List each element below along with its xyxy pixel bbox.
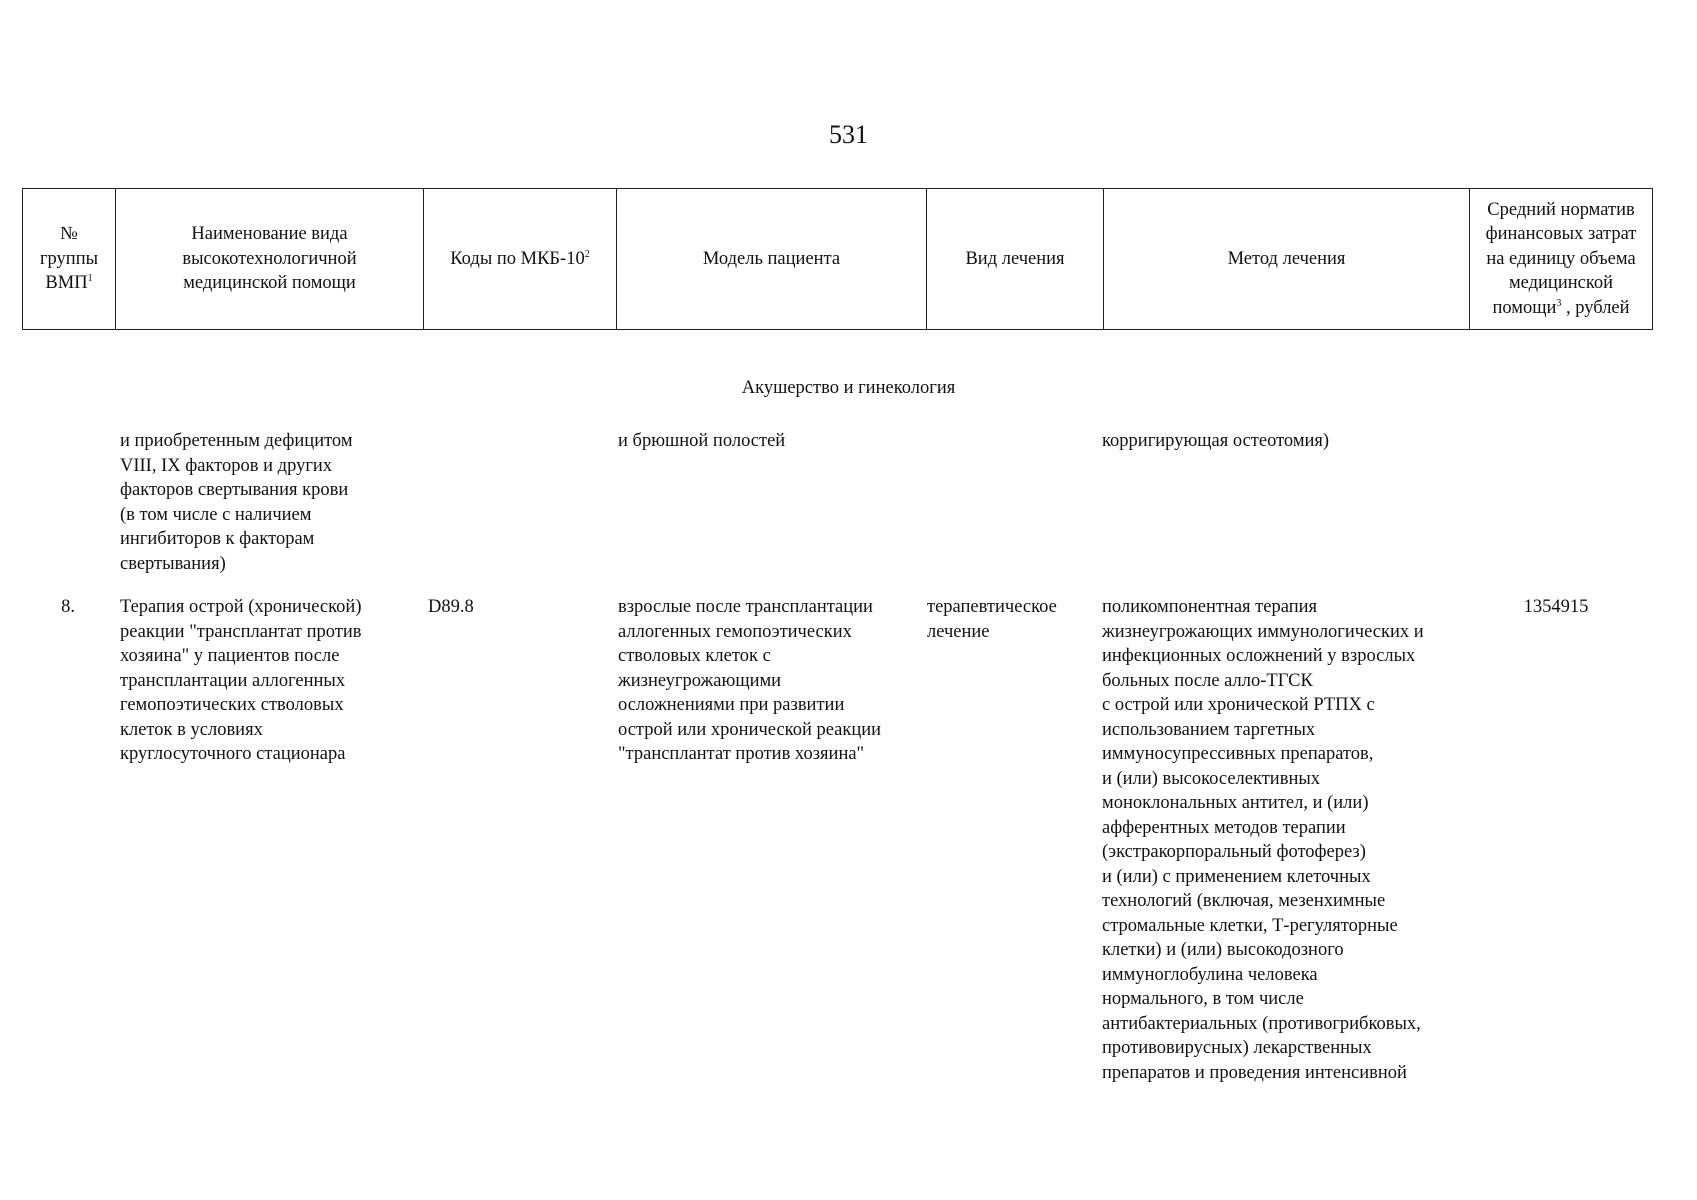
row-care-type-name: Терапия острой (хронической) реакции "трансплантат против хозяина" у пациентов после трансплантации аллогенных гемопоэтических стволовых клеток в условиях круглосуточного стационара [120, 597, 362, 764]
row-patient-model: и брюшной полостей [618, 431, 786, 451]
header-treatment-method: Метод лечения [1104, 189, 1470, 330]
header-patient-model: Модель пациента [617, 189, 927, 330]
header-group-number: № группы ВМП$^1$ [23, 189, 116, 330]
row-treatment-method: корригирующая остеотомия) [1102, 431, 1330, 451]
page-number: 531 [829, 120, 868, 149]
header-treatment-type: Вид лечения [927, 189, 1104, 330]
table-header [22, 188, 1653, 330]
row-care-type-name: и приобретенным дефицитом VIII, IX факторов и других факторов свертывания крови (в том числе с наличием ингибиторов к факторам свертывания) [120, 431, 353, 574]
row-patient-model: взрослые после трансплантации аллогенных гемопоэтических стволовых клеток с жизнеугрожающими осложнениями при развитии острой или хронической реакции "трансплантат против хозяина" [618, 597, 882, 764]
header-icd-codes: Коды по МКБ-$10^2$ [424, 189, 617, 330]
row-treatment-type: терапевтическое лечение [927, 597, 1057, 642]
row-number: 8. [61, 597, 75, 617]
row-average-cost: 1354915 [1523, 597, 1589, 617]
row-icd-code: D89.8 [428, 597, 474, 617]
header-average-cost: Средний норматив финансовых затрат на единицу объема медицинской помощи$^3$ , рублей [1470, 189, 1653, 330]
row-treatment-method: поликомпонентная терапия жизнеугрожающих иммунологических и инфекционных осложнений у взрослых больных после алло-ТГСК с острой или хронической РТПХ с использованием таргетных иммуносупрессивных препаратов, и (или) высокоселективных моноклональных антител, и (или) афферентных методов терапии (экстракорпоральный фотоферез) и (или) с применением клеточных технологий (включая, мезенхимные стромальные клетки, Т-регуляторные клетки) и (или) высокодозного иммуноглобулина человека нормального, в том числе антибактериальных (противогрибковых, противовирусных) лекарственных препаратов и проведения интенсивной [1102, 597, 1424, 1083]
header-care-type-name: Наименование вида высокотехнологичной медицинской помощи [116, 189, 424, 330]
section-title: Акушерство и гинекология [741, 378, 956, 398]
